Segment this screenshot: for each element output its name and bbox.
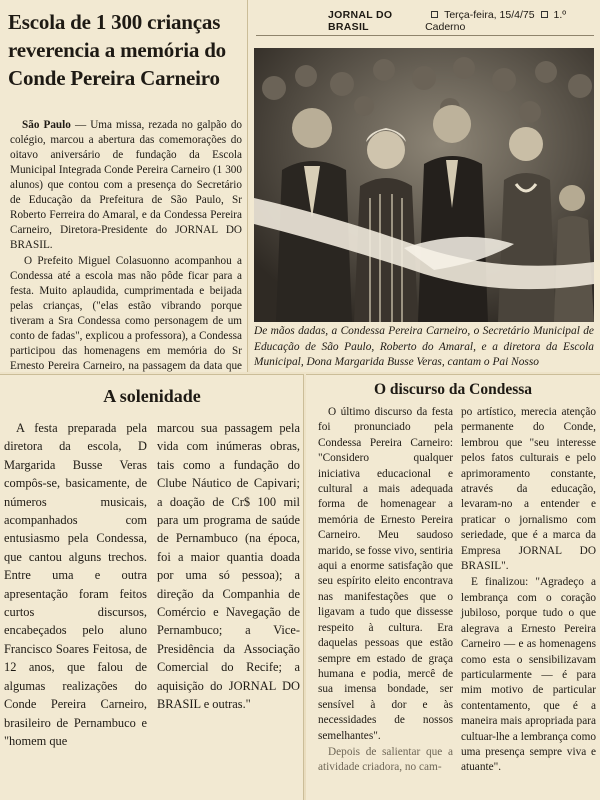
- text-column: [157, 419, 300, 750]
- intro-paragraph-2: O Prefeito Miguel Colasuonno acompanhou a Condessa até a escola mas não pôde ficar para a festa. Muito aplaudida, cumprimentada e beijada pelas crianças, ("elas estão vibrando porque tiveram a Sra Condessa como personagem de um conto de fadas", explicou a professora), a Condessa participou das homenagens em memória do Sr Ernesto Pereira Carneiro, na passagem da data que: [10, 255, 242, 372]
- text-column: [461, 405, 596, 777]
- photo-caption: De mãos dadas, a Condessa Pereira Carneiro, o Secretário Municipal de Educação de São Paulo, Roberto do Amaral, e a diretora da Escola Municipal, Dona Margarida Busse Veras, cantam o Pai Nosso: [254, 325, 594, 368]
- discurso-columns: [318, 405, 596, 777]
- crowd-photo-illustration: [254, 48, 594, 322]
- article-clipping: [0, 0, 248, 372]
- intro-paragraph-1: — Uma missa, rezada no galpão do colégio, marcou a abertura das comemorações do oitavo aniversário de fundação da Escola Municipal Integrada Conde Pereira Carneiro (1 300 alunos) que contou com a presença do Secretário de Educação da Prefeitura de São Paulo, Sr Roberto Ferreira do Amaral, e da Condessa Pereira Carneiro, Diretora-Presidente do JORNAL DO BRASIL.: [10, 119, 243, 251]
- text-column: [4, 419, 147, 750]
- discurso-clipping: [306, 374, 600, 800]
- text-column: [318, 405, 453, 777]
- solenidade-columns: [4, 419, 300, 750]
- section-title-discurso: O discurso da Condessa: [373, 381, 533, 398]
- dateline: São Paulo: [22, 119, 71, 131]
- section-title-solenidade: A solenidade: [103, 386, 201, 406]
- solenidade-clipping: [0, 374, 304, 800]
- news-photo: [254, 48, 594, 322]
- solenidade-paragraph-1: A festa preparada pela diretora da escola, D Margarida Busse Veras compôs-se, basicamente, de números musicais, acompanhados com entusiasmo pela Condessa, que cantou alguns trechos. Entre uma e outra apresentação foram feitos curtos discursos, encabeçados pelo aluno Francisco Soares Feitosa, de 12 anos, que falou de algumas realizações do Conde Pereira Carneiro, brasileiro de Pernambuco e "homem que: [4, 421, 147, 748]
- discurso-paragraph-2: Depois de salientar que a atividade criadora, no cam-: [318, 745, 453, 774]
- article-intro: [10, 118, 242, 390]
- photo-clipping: [250, 0, 600, 372]
- masthead-section: 1.º Caderno: [425, 8, 567, 33]
- separator-box-icon: [431, 11, 438, 18]
- solenidade-paragraph-2: marcou sua passagem pela vida com inúmeras obras, tais como a fundação do Clube Náutico de Capivari; a doação de Cr$ 100 mil para um programa de saúde de Pernambuco (na época, foi a maior quantia doada por uma só pessoa); a direção da Companhia de Comércio e Navegação de Pernambuco; a Vice-Presidência da Associação Comercial do Recife; a aquisição do JORNAL DO BRASIL e outras.": [157, 421, 300, 712]
- paper-name: JORNAL DO BRASIL: [328, 8, 393, 33]
- discurso-paragraph-1: O último discurso da festa foi pronunciado pela Condessa Pereira Carneiro: "Considero qualquer iniciativa educacional e cultural a mais adequada forma de homenagear a memória de Ernesto Pereira Carneiro. Meu saudoso marido, se fosse vivo, sentiria aqui a enorme satisfação que seu espírito eleito encontrava nas manifestações que o ligavam a tudo que dissesse respeito à cultura. Era daquelas pessoas que estão sempre em estado de graça humana e podia, mercê de sua imensa bondade, ser sensível à dor e às necessidades de nossos semelhantes".: [318, 406, 453, 742]
- discurso-paragraph-3: po artístico, merecia atenção permanente do Conde, lembrou que "seu interesse pelos fatos culturais e pelo aprimoramento constante, através da educação, levaram-no a entender e praticar o jornalismo com seriedade, que é a marca da Empresa JORNAL DO BRASIL".: [461, 406, 596, 573]
- masthead: [256, 6, 594, 36]
- discurso-paragraph-4: E finalizou: "Agradeço a lembrança com o coração jubiloso, porque tudo o que alegrava a Ernesto Pereira Carneiro — e as homenagens como esta o sensibilizavam particularmente — é para mim motivo de particular contentamento, que é a maneira mais apropriada para cultuar-lhe a lembrança como uma presença sempre viva e atuante".: [461, 576, 596, 774]
- article-headline: Escola de 1 300 crianças reverencia a memória do Conde Pereira Carneiro: [8, 10, 226, 90]
- masthead-date: Terça-feira, 15/4/75: [444, 8, 535, 21]
- separator-box-icon: [541, 11, 548, 18]
